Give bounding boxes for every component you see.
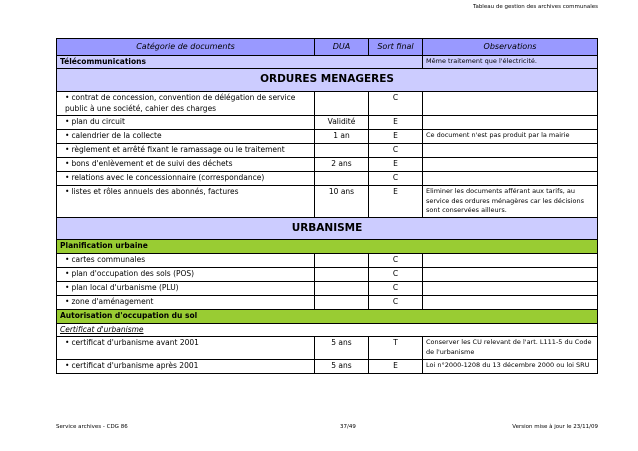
- footer-page: 37/49: [340, 424, 356, 430]
- observations-cell: [423, 254, 598, 268]
- autorisation-label: Autorisation d'occupation du sol: [57, 309, 598, 323]
- category-cell: [57, 281, 315, 295]
- sort-cell: E: [369, 185, 423, 217]
- section-ordures: ORDURES MENAGERES: [57, 69, 598, 91]
- cu-label: Certificat d'urbanisme: [60, 324, 144, 334]
- category-cell: [57, 91, 315, 116]
- telecom-obs: Même traitement que l'électricité.: [423, 55, 598, 69]
- sort-cell: C: [369, 254, 423, 268]
- sort-cell: C: [369, 91, 423, 116]
- category-text: • certificat d'urbanisme avant 2001: [65, 338, 199, 347]
- category-text: • listes et rôles annuels des abonnés, factures: [65, 187, 239, 196]
- table-row: [57, 268, 598, 282]
- sort-cell: E: [369, 158, 423, 172]
- observations-cell: [423, 171, 598, 185]
- dua-cell: 5 ans: [315, 359, 369, 373]
- sort-cell: C: [369, 171, 423, 185]
- category-text: • cartes communales: [65, 255, 145, 264]
- sort-cell: E: [369, 359, 423, 373]
- sort-cell: C: [369, 144, 423, 158]
- table-header: [57, 39, 598, 56]
- dua-cell: [315, 254, 369, 268]
- dua-cell: Validité: [315, 116, 369, 130]
- sort-cell: T: [369, 337, 423, 360]
- category-text: • contrat de concession, convention de délégation de service public à une société, cahier des charges: [65, 93, 295, 113]
- observations-cell: Conserver les CU relevant de l'art. L111-5 du Code de l'urbanisme: [423, 337, 598, 360]
- observations-cell: Ce document n'est pas produit par la mairie: [423, 130, 598, 144]
- category-cell: [57, 130, 315, 144]
- dua-cell: 1 an: [315, 130, 369, 144]
- category-text: • calendrier de la collecte: [65, 131, 162, 140]
- header-note: Tableau de gestion des archives communales: [473, 4, 598, 10]
- observations-cell: [423, 158, 598, 172]
- table-row: [57, 281, 598, 295]
- table-row: [57, 185, 598, 217]
- om-rows: [57, 91, 598, 217]
- category-text: • relations avec le concessionnaire (correspondance): [65, 173, 264, 182]
- retention-table: [56, 38, 598, 374]
- table-row: [57, 337, 598, 360]
- sort-cell: C: [369, 281, 423, 295]
- category-text: • plan d'occupation des sols (POS): [65, 269, 194, 278]
- dua-cell: [315, 91, 369, 116]
- category-cell: [57, 158, 315, 172]
- telecom-row: [57, 55, 598, 69]
- observations-cell: [423, 295, 598, 309]
- category-cell: [57, 185, 315, 217]
- category-cell: [57, 295, 315, 309]
- category-text: • règlement et arrêté fixant le ramassage ou le traitement: [65, 145, 285, 154]
- table-row: [57, 171, 598, 185]
- observations-cell: [423, 91, 598, 116]
- category-cell: [57, 337, 315, 360]
- observations-cell: [423, 116, 598, 130]
- dua-cell: 10 ans: [315, 185, 369, 217]
- table-row: [57, 295, 598, 309]
- table-row: [57, 144, 598, 158]
- observations-cell: Eliminer les documents afférant aux tarifs, au service des ordures ménagères car les décisions sont conservées ailleurs.: [423, 185, 598, 217]
- category-cell: [57, 268, 315, 282]
- col-sort: Sort final: [369, 39, 423, 56]
- cu-rows: [57, 337, 598, 373]
- observations-cell: [423, 268, 598, 282]
- dua-cell: [315, 268, 369, 282]
- observations-cell: Loi n°2000-1208 du 13 décembre 2000 ou loi SRU: [423, 359, 598, 373]
- category-cell: [57, 116, 315, 130]
- observations-cell: [423, 144, 598, 158]
- col-observations: Observations: [423, 39, 598, 56]
- col-dua: DUA: [315, 39, 369, 56]
- sort-cell: C: [369, 268, 423, 282]
- table-row: [57, 91, 598, 116]
- dua-cell: 5 ans: [315, 337, 369, 360]
- footer-right: Version mise à jour le 23/11/09: [512, 424, 598, 430]
- table-row: [57, 254, 598, 268]
- dua-cell: [315, 171, 369, 185]
- sort-cell: C: [369, 295, 423, 309]
- telecom-label: Télécommunications: [57, 55, 423, 69]
- dua-cell: 2 ans: [315, 158, 369, 172]
- dua-cell: [315, 144, 369, 158]
- dua-cell: [315, 281, 369, 295]
- section-urbanisme: URBANISME: [57, 218, 598, 240]
- category-text: • plan du circuit: [65, 117, 125, 126]
- footer-left: Service archives - CDG 86: [56, 424, 128, 430]
- category-text: • zone d'aménagement: [65, 297, 153, 306]
- category-cell: [57, 254, 315, 268]
- sort-cell: E: [369, 116, 423, 130]
- category-text: • certificat d'urbanisme après 2001: [65, 361, 198, 370]
- category-text: • plan local d'urbanisme (PLU): [65, 283, 179, 292]
- category-cell: [57, 171, 315, 185]
- sort-cell: E: [369, 130, 423, 144]
- dua-cell: [315, 295, 369, 309]
- observations-cell: [423, 281, 598, 295]
- planification-label: Planification urbaine: [57, 240, 598, 254]
- table-row: [57, 158, 598, 172]
- col-category: Catégorie de documents: [57, 39, 315, 56]
- category-text: • bons d'enlèvement et de suivi des déchets: [65, 159, 233, 168]
- table-row: [57, 130, 598, 144]
- plan-rows: [57, 254, 598, 310]
- table-row: [57, 116, 598, 130]
- table-row: [57, 359, 598, 373]
- category-cell: [57, 144, 315, 158]
- category-cell: [57, 359, 315, 373]
